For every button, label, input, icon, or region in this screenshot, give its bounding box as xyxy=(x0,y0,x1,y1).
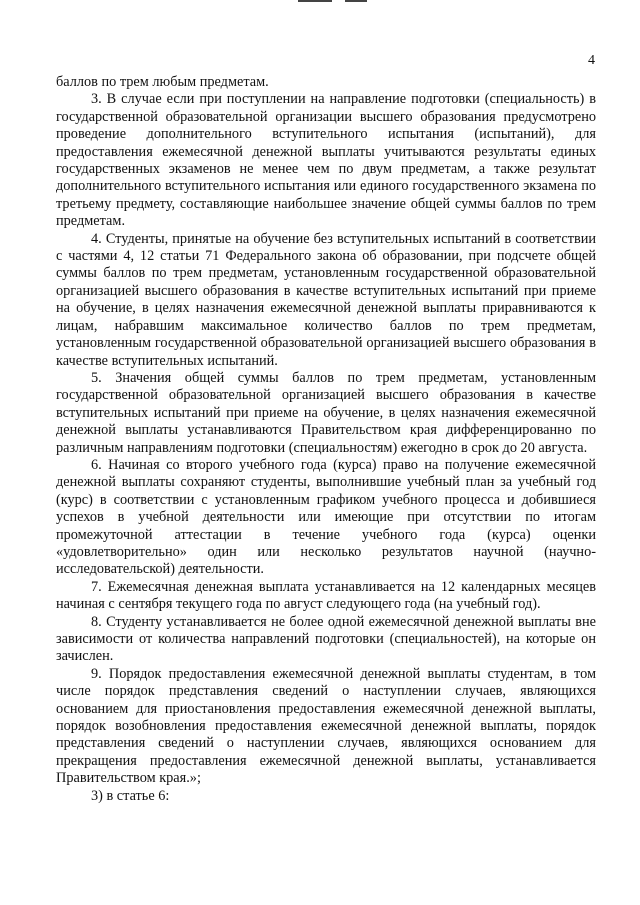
paragraph-continuation: баллов по трем любым предметам. xyxy=(56,74,269,90)
paragraph-subitem-3: 3) в статье 6: xyxy=(91,787,170,804)
scan-edge-mark xyxy=(345,0,367,2)
page-number: 4 xyxy=(588,53,595,68)
paragraph-item-7: 7. Ежемесячная денежная выплата устанавливается на 12 календарных месяцев начиная с сентября текущего года по август следующего года (на учебный год). xyxy=(56,578,596,613)
paragraph-item-3: 3. В случае если при поступлении на направление подготовки (специальность) в государственной образовательной организации высшего образования предусмотрено проведение дополнительного вступительного испытания (испытаний), для предоставления ежемесячной денежной выплаты учитываются результаты единых государственных экзаменов не менее чем по двум предметам, а также результат дополнительного вступительного испытания или единого государственного экзамена по третьему предмету, составляющие наибольшее значение общей суммы баллов по трем предметам. xyxy=(56,91,596,230)
paragraph-item-9: 9. Порядок предоставления ежемесячной денежной выплаты студентам, в том числе порядок представления сведений о наступлении случаев, являющихся основанием для приостановления предоставления ежемесячной денежной выплаты, порядок возобновления предоставления ежемесячной денежной выплаты, порядок представления сведений о наступлении случаев, являющихся основанием для прекращения предоставления ежемесячной денежной выплаты, устанавливается Правительством края.»; xyxy=(56,665,596,787)
paragraph-item-5: 5. Значения общей суммы баллов по трем предметам, установленным государственной образовательной организацией высшего образования в качестве вступительных испытаний при приеме на обучение, в целях назначения ежемесячной денежной выплаты устанавливаются Правительством края дифференцированно по различным направлениям подготовки (специальностям) ежегодно в срок до 20 августа. xyxy=(56,369,596,456)
paragraph-item-8: 8. Студенту устанавливается не более одной ежемесячной денежной выплаты вне зависимости от количества направлений подготовки (специальностей), на которые он зачислен. xyxy=(56,613,596,665)
paragraph-item-6: 6. Начиная со второго учебного года (курса) право на получение ежемесячной денежной выплаты сохраняют студенты, выполнившие учебный план за учебный год (курс) в соответствии с установленным графиком учебного процесса и добившиеся успехов в учебной деятельности или имеющие при отсутствии по итогам промежуточной аттестации в течение учебного года (курса) оценки «удовлетворительно» один или несколько результатов научной (научно-исследовательской) деятельности. xyxy=(56,456,596,578)
document-body xyxy=(56,74,596,805)
scan-edge-mark xyxy=(298,0,332,2)
paragraph-item-4: 4. Студенты, принятые на обучение без вступительных испытаний в соответствии с частями 4, 12 статьи 71 Федерального закона об образовании, при подсчете общей суммы баллов по трем предметам, установленным государственной образовательной организацией высшего образования в качестве вступительных испытаний при приеме на обучение, в целях назначения ежемесячной денежной выплаты приравниваются к лицам, набравшим максимальное количество баллов по трем предметам, установленным государственной образовательной организацией высшего образования в качестве вступительных испытаний. xyxy=(56,230,596,369)
